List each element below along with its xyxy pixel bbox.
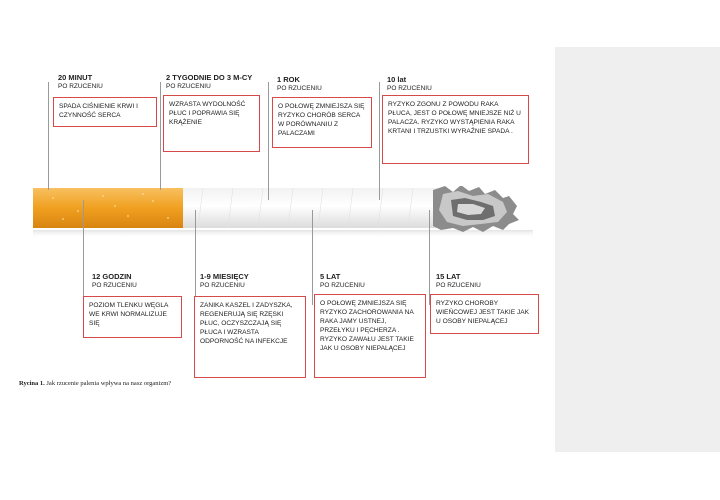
figure-caption xyxy=(19,380,171,387)
milestone-time: 2 TYGODNIE DO 3 M-CY xyxy=(166,73,253,82)
milestone-box: RYZYKO CHOROBY WIEŃCOWEJ JEST TAKIE JAK U OSOBY NIEPALĄCEJ xyxy=(430,294,539,334)
milestone-header xyxy=(58,73,103,91)
milestone-box: ZANIKA KASZEL I ZADYSZKA, REGENERUJĄ SIĘ RZĘSKI PŁUC, OCZYSZCZAJĄ SIĘ PŁUCA I WZRASTA ODPORNOŚĆ NA INFEKCJE xyxy=(194,296,306,378)
milestone-time: 1-9 MIESIĘCY xyxy=(200,272,249,281)
caption-label: Rycina 1. xyxy=(19,380,45,387)
caption-text: Jak rzucenie palenia wpływa na nasz organizm? xyxy=(46,380,172,387)
milestone-box: SPADA CIŚNIENIE KRWI I CZYNNOŚĆ SERCA xyxy=(53,97,157,127)
cigarette-illustration xyxy=(33,186,548,242)
milestone-sub: PO RZUCENIU xyxy=(387,85,432,92)
milestone-header xyxy=(92,272,137,290)
side-panel xyxy=(555,47,720,452)
milestone-sub: PO RZUCENIU xyxy=(277,85,322,92)
milestone-time: 1 ROK xyxy=(277,75,300,84)
leader-line xyxy=(312,210,313,305)
milestone-time: 5 LAT xyxy=(320,272,341,281)
leader-line xyxy=(48,82,49,190)
cigarette-paper xyxy=(183,188,438,228)
milestone-box: O POŁOWĘ ZMNIEJSZA SIĘ RYZYKO ZACHOROWANIA NA RAKA JAMY USTNEJ, PRZEŁYKU I PĘCHERZA . RYZYKO ZAWAŁU JEST TAKIE JAK U OSOBY NIEPALĄCEJ xyxy=(314,294,426,378)
milestone-time: 15 LAT xyxy=(436,272,461,281)
milestone-sub: PO RZUCENIU xyxy=(436,282,481,289)
leader-line xyxy=(429,210,430,305)
leader-line xyxy=(83,200,84,305)
milestone-box: O POŁOWĘ ZMNIEJSZA SIĘ RYZYKO CHORÓB SERCA W PORÓWNANIU Z PALACZAMI xyxy=(272,97,372,148)
leader-line xyxy=(160,82,161,190)
leader-line xyxy=(268,82,269,200)
milestone-header xyxy=(166,73,252,91)
leader-line xyxy=(195,210,196,305)
cigarette-ash xyxy=(433,186,519,232)
milestone-header xyxy=(277,75,322,93)
milestone-box: POZIOM TLENKU WĘGLA WE KRWI NORMALIZUJE SIĘ xyxy=(83,296,182,338)
milestone-sub: PO RZUCENIU xyxy=(200,282,245,289)
milestone-time: 10 lat xyxy=(387,75,407,84)
milestone-box: WZRASTA WYDOLNOŚĆ PŁUC I POPRAWIA SIĘ KRĄŻENIE xyxy=(163,95,260,152)
milestone-sub: PO RZUCENIU xyxy=(92,282,137,289)
milestone-time: 12 GODZIN xyxy=(92,272,132,281)
cigarette-filter xyxy=(33,188,183,228)
milestone-sub: PO RZUCENIU xyxy=(58,83,103,90)
milestone-time: 20 MINUT xyxy=(58,73,93,82)
leader-line xyxy=(379,82,380,200)
milestone-header xyxy=(320,272,365,290)
milestone-sub: PO RZUCENIU xyxy=(320,282,365,289)
milestone-box: RYZYKO ZGONU Z POWODU RAKA PŁUCA, JEST O POŁOWĘ MNIEJSZE NIŻ U PALACZA. RYZYKO WYSTĄPIENIA RAKA KRTANI I TRZUSTKI WYRAŹNIE SPADA . xyxy=(382,95,529,164)
milestone-header xyxy=(436,272,481,290)
milestone-header xyxy=(387,75,432,93)
milestone-header xyxy=(200,272,249,290)
milestone-sub: PO RZUCENIU xyxy=(166,83,211,90)
